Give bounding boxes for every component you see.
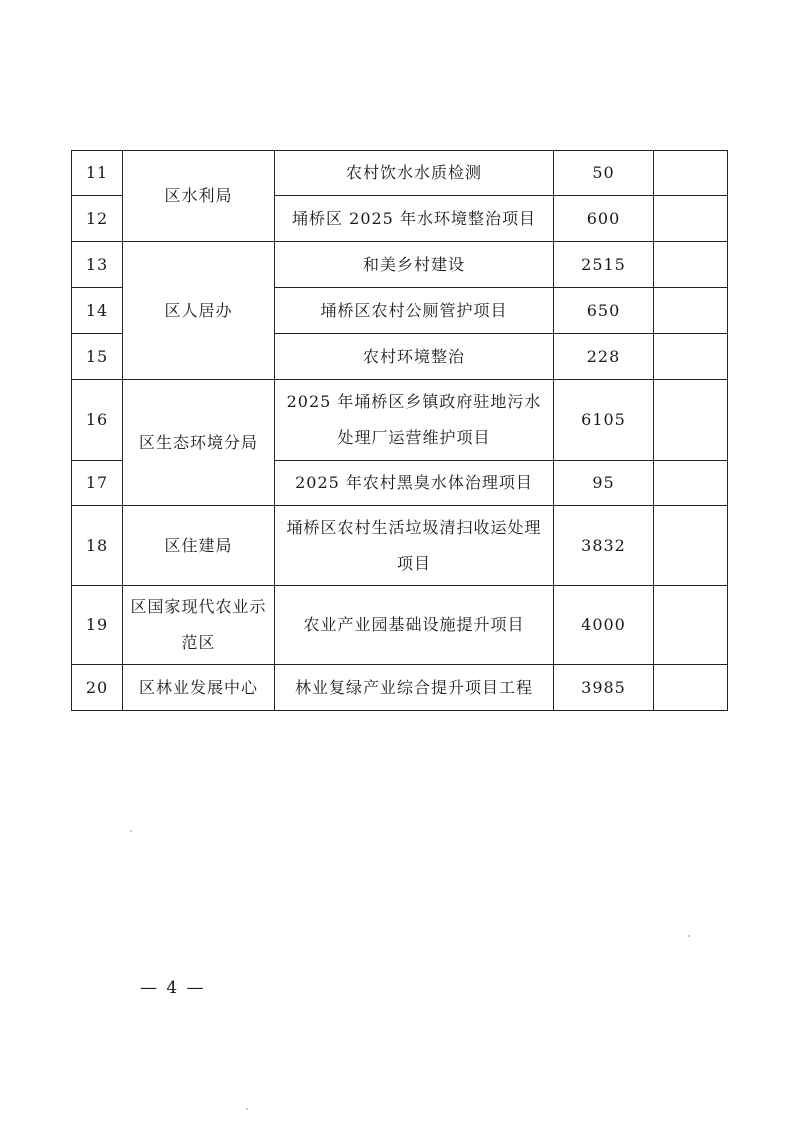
table-row xyxy=(72,151,728,196)
amount-cell: 4000 xyxy=(554,586,654,665)
row-number: 14 xyxy=(72,288,123,334)
amount-cell: 228 xyxy=(554,334,654,380)
note-cell xyxy=(654,665,728,711)
page-number: — 4 — xyxy=(140,978,206,998)
scan-speck xyxy=(688,935,690,937)
project-name: 2025 年农村黑臭水体治理项目 xyxy=(275,461,554,506)
project-name: 农业产业园基础设施提升项目 xyxy=(275,586,554,665)
amount-cell: 6105 xyxy=(554,380,654,461)
department-cell: 区人居办 xyxy=(123,242,275,380)
row-number: 11 xyxy=(72,151,123,196)
project-name: 农村饮水水质检测 xyxy=(275,151,554,196)
department-cell: 区国家现代农业示范区 xyxy=(123,586,275,665)
row-number: 13 xyxy=(72,242,123,288)
amount-cell: 2515 xyxy=(554,242,654,288)
department-cell: 区生态环境分局 xyxy=(123,380,275,506)
department-cell: 区水利局 xyxy=(123,151,275,242)
scan-speck xyxy=(246,1108,248,1110)
note-cell xyxy=(654,461,728,506)
note-cell xyxy=(654,334,728,380)
project-name: 林业复绿产业综合提升项目工程 xyxy=(275,665,554,711)
scan-speck xyxy=(130,830,132,832)
row-number: 12 xyxy=(72,196,123,242)
note-cell xyxy=(654,380,728,461)
table-row xyxy=(72,506,728,586)
project-name: 埇桥区 2025 年水环境整治项目 xyxy=(275,196,554,242)
note-cell xyxy=(654,288,728,334)
amount-cell: 3832 xyxy=(554,506,654,586)
table-row xyxy=(72,586,728,665)
row-number: 19 xyxy=(72,586,123,665)
amount-cell: 3985 xyxy=(554,665,654,711)
note-cell xyxy=(654,506,728,586)
row-number: 15 xyxy=(72,334,123,380)
project-name: 埇桥区农村公厕管护项目 xyxy=(275,288,554,334)
amount-cell: 600 xyxy=(554,196,654,242)
row-number: 18 xyxy=(72,506,123,586)
note-cell xyxy=(654,151,728,196)
amount-cell: 650 xyxy=(554,288,654,334)
row-number: 16 xyxy=(72,380,123,461)
amount-cell: 95 xyxy=(554,461,654,506)
row-number: 20 xyxy=(72,665,123,711)
department-cell: 区林业发展中心 xyxy=(123,665,275,711)
table-row xyxy=(72,665,728,711)
project-name: 2025 年埇桥区乡镇政府驻地污水处理厂运营维护项目 xyxy=(275,380,554,461)
department-cell: 区住建局 xyxy=(123,506,275,586)
row-number: 17 xyxy=(72,461,123,506)
table-row xyxy=(72,380,728,461)
project-name: 和美乡村建设 xyxy=(275,242,554,288)
note-cell xyxy=(654,196,728,242)
table-row xyxy=(72,242,728,288)
project-name: 农村环境整治 xyxy=(275,334,554,380)
amount-cell: 50 xyxy=(554,151,654,196)
project-funding-table xyxy=(71,150,728,711)
project-name: 埇桥区农村生活垃圾清扫收运处理项目 xyxy=(275,506,554,586)
note-cell xyxy=(654,586,728,665)
note-cell xyxy=(654,242,728,288)
